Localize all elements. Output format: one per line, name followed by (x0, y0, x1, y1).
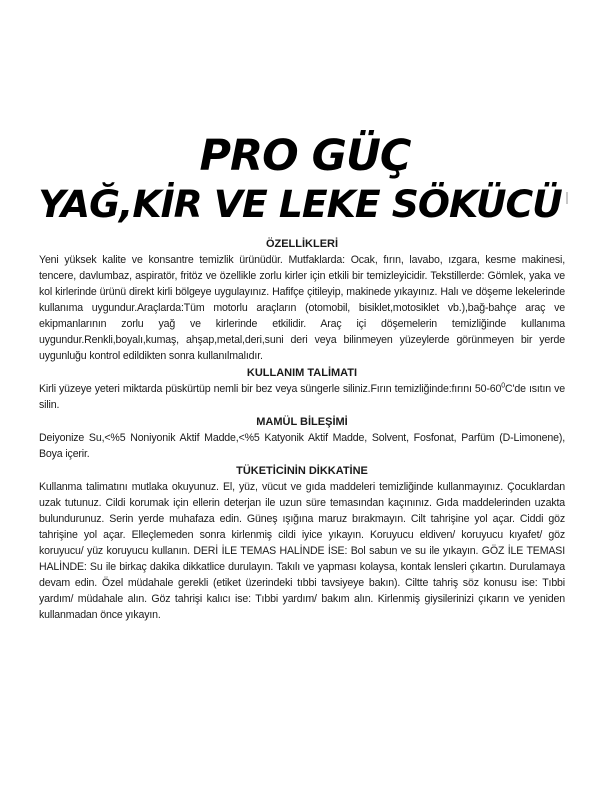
section-text-features: Yeni yüksek kalite ve konsantre temizlik ürünüdür. Mutfaklarda: Ocak, fırın, lavabo, ızgara, kesme makinesi, tencere, davlumbaz, aspiratör, fritöz ve özellikle zorlu kirler için etkili bir temizleyicidir. Tekstillerde: Gömlek, yaka ve kol kirlerinde ürünü direkt kirli bölgeye uygulayınız. Hafifçe çitileyip, makinede yıkayınız. Halı ve döşeme lekelerinde kullanıma uygundur.Araçlarda:Tüm motorlu araçların (otomobil, bisiklet,motosiklet vb.),bağ-bahçe araç ve ekipmanlarının zorlu yağ ve kirlerinde etkilidir. Araç içi döşemelerin temizliğinde kullanıma uygundur.Renkli,boyalı,kumaş, ahşap,metal,deri,suni deri veya bilinmeyen yüzeylerde görünmeyen bir yerde uygunluğu kontrol edildikten sonra kullanılmalıdır. (39, 254, 565, 362)
section-consumer-warnings (39, 463, 565, 623)
section-heading-usage: KULLANIM TALİMATI (246, 367, 358, 379)
section-heading-warnings: TÜKETİCİNİN DİKKATİNE (236, 465, 368, 477)
edge-mark (566, 192, 568, 204)
section-heading-features: ÖZELLİKLERİ (265, 238, 339, 250)
section-text-usage (39, 381, 565, 413)
section-usage-instructions (39, 365, 565, 413)
degree-superscript: 0 (501, 382, 505, 390)
section-text-warnings: Kullanma talimatını mutlaka okuyunuz. El, yüz, vücut ve gıda maddeleri temizliğinde kullanmayınız. Çocuklardan uzak tutunuz. Cildi korumak için ellerin deterjan ile uzun süre temasından kaçınınız. Gıda maddelerinden uzakta bulundurunuz. Serin yerde muhafaza edin. Güneş ışığına maruz bırakmayın. Cilt tahrişine yol açar. Ciddi göz tahrişine yol açar. Elleçlemeden sonra kirlenmiş cildi iyice yıkayın. Koruyucu eldiven/ koruyucu kıyafet/ göz koruyucu/ yüz koruyucu kullanın. DERİ İLE TEMAS HALİNDE İSE: Bol sabun ve su ile yıkayın. GÖZ İLE TEMASI HALİNDE: Su ile birkaç dakika dikkatlice durulayın. Takılı ve yapması kolaysa, kontak lensleri çıkartın. Durulamaya devam edin. Özel müdahale gerekli (etiket üzerindeki tıbbi tavsiyeye bakın). Ciltte tahriş söz konusu ise: Tıbbi yardım/ müdahale alın. Göz tahrişi kalıcı ise: Tıbbi yardım/ bakım alın. Kirlenmiş giysilerinizi çıkarın ve yeniden kullanmadan önce yıkayın. (39, 481, 565, 621)
section-composition (39, 414, 565, 462)
section-features (39, 236, 565, 364)
usage-text-part-1: Kirli yüzeye yeteri miktarda püskürtüp nemli bir bez veya süngerle siliniz.Fırın temizliğinde:fırını 50-60 (39, 383, 502, 395)
section-text-composition: Deiyonize Su,<%5 Noniyonik Aktif Madde,<%5 Katyonik Aktif Madde, Solvent, Fosfonat, Parfüm (D-Limonene), Boya içerir. (39, 432, 565, 460)
usage-text-part-2: C'de ısıtın ve silin. (39, 383, 565, 411)
section-heading-composition: MAMÜL BİLEŞİMİ (256, 416, 348, 428)
product-title-brand: PRO GÜÇ (199, 131, 411, 181)
label-body (39, 236, 565, 623)
product-title-name: YAĞ,KİR VE LEKE SÖKÜCÜ (38, 183, 562, 226)
